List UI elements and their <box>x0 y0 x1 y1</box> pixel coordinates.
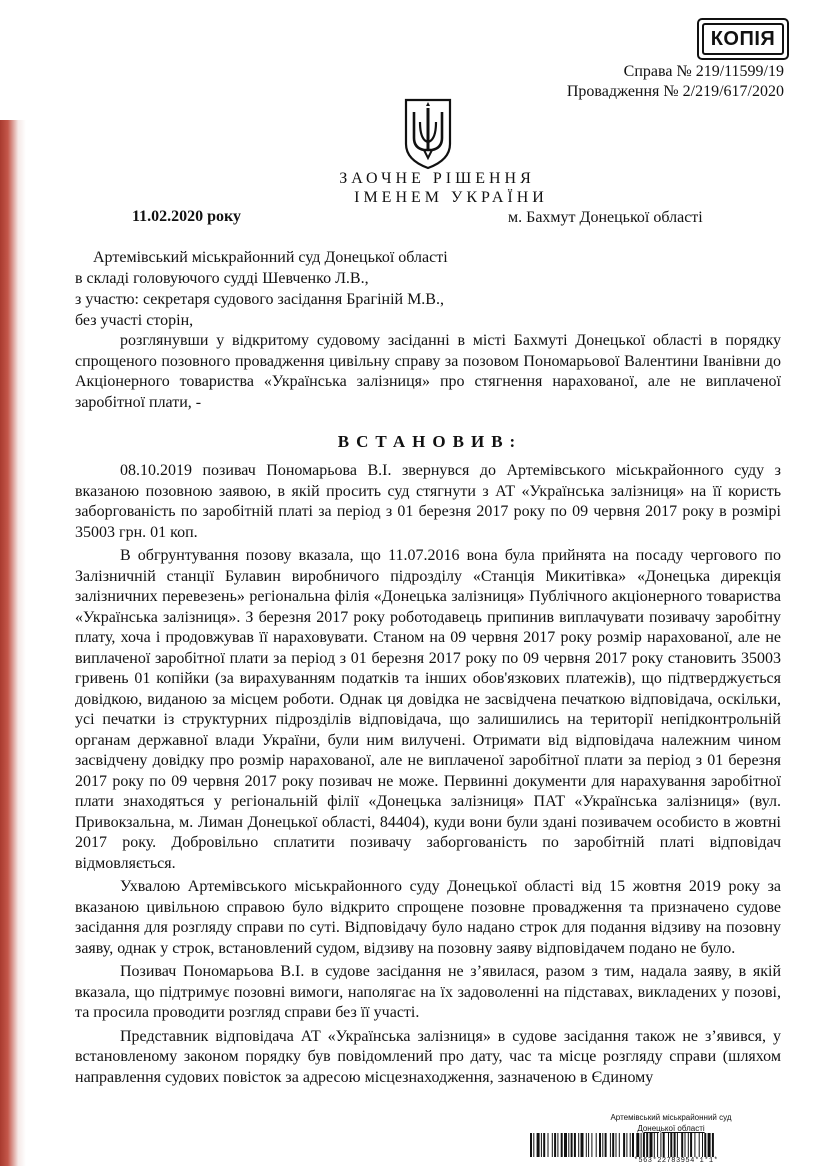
decision-place: м. Бахмут Донецької області <box>508 209 703 226</box>
document-title-line2: ІМЕНЕМ УКРАЇНИ <box>354 189 548 206</box>
considering-paragraph <box>75 331 781 413</box>
paragraph: Позивач Пономарьова В.І. в судове засідання не з’явилася, разом з тим, надала заяву, в якій вказала, що підтримує позовні вимоги, наполягає на їх задоволенні на підставах, викладених у позові, та просила проводити розгляд справи без її участі. <box>75 963 781 1021</box>
intro-line: Артемівський міськрайонний суд Донецької області <box>93 249 448 266</box>
scan-edge-shadow <box>0 120 26 1166</box>
footer-court-line2: Донецької області <box>637 1124 705 1133</box>
footer-court-name <box>574 1112 768 1134</box>
decision-date: 11.02.2020 року <box>132 208 242 225</box>
considering-text: розглянувши у відкритому судовому засіданні в місті Бахмуті Донецької області в порядку спрощеного позовного провадження цивільну справу за позовом Пономарьової Валентини Іванівни до Акціонерного товариства «Українська залізниця» про стягнення нарахованої, але не виплаченої заробітної плати, - <box>75 332 781 411</box>
intro-line: в складі головуючого судді Шевченко Л.В., <box>75 270 369 287</box>
proceeding-number: Провадження № 2/219/617/2020 <box>566 83 784 100</box>
section-heading: ВСТАНОВИВ: <box>337 432 523 451</box>
intro-line: з участю: секретаря судового засідання Брагіній М.В., <box>75 291 444 308</box>
established-section <box>75 461 781 1091</box>
intro-line: без участі сторін, <box>75 312 194 329</box>
barcode-icon <box>530 1133 822 1157</box>
paragraph: Ухвалою Артемівського міськрайонного суду Донецької області від 15 жовтня 2019 року за вказаною цивільною справою було відкрито спрощене позовне провадження та призначено судове засідання для розгляду справи по суті. Відповідачу було надано строк для подання відзиву на позовну заяву, однак у строк, встановлений судом, відзиву на позовну заяву відповідачем подано не було. <box>75 878 781 957</box>
copy-stamp-label: КОПІЯ <box>702 23 784 55</box>
paragraph: 08.10.2019 позивач Пономарьова В.І. звернувся до Артемівського міськрайонного суду з вказаною позовною заявою, в якій просить суд стягнути з АТ «Українська залізниця» на її користь заборгованість по заробітній платі за період з 01 березня 2017 року по 09 червня 2017 року в розмірі 35003 грн. 01 коп. <box>75 462 781 541</box>
barcode-text: *563*22783954*1*1* <box>633 1157 719 1165</box>
footer-court-line1: Артемівський міськрайонний суд <box>610 1113 732 1122</box>
trident-emblem-icon <box>402 96 454 170</box>
copy-stamp <box>697 18 789 60</box>
case-number: Справа № 219/11599/19 <box>623 63 784 80</box>
document-title-line1: ЗАОЧНЕ РІШЕННЯ <box>339 170 535 187</box>
court-composition <box>75 247 448 331</box>
paragraph: Представник відповідача АТ «Українська залізниця» в судове засідання також не з’явився, у встановленому законом порядку був повідомлений про дату, час та місце розгляду справи (шляхом направлення судових повісток за адресою місцезнаходження, зазначеною в Єдиному <box>75 1027 781 1086</box>
case-info <box>567 62 784 102</box>
paragraph: В обгрунтування позову вказала, що 11.07.2016 вона була прийнята на посаду чергового по Залізничній станції Булавин виробничого підрозділу «Станція Микитівка» «Донецька дирекція залізничних перевезень» регіональна філія «Донецька залізниця» Публічного акціонерного товариства «Українська залізниця». З березня 2017 року роботодавець припинив виплачувати позивачу заробітну плату, хоча і продовжував її нараховувати. Станом на 09 червня 2017 року розмір нарахованої, але не виплаченої заробітної плати за період з 01 березня 2017 року по 09 червня 2017 року становить 35003 гривень 01 копійки (за вирахуванням податків та інших обов'язкових платежів), що підтверджується довідкою, виданою за місцем роботи. Однак ця довідка не засвідчена печаткою відповідача, оскільки, усі печатки із структурних підрозділів відповідача, що залишились на території непідконтрольній органам державної влади України, були ним вилучені. Отримати від відповідача належним чином засвідчену довідку про розмір нарахованої, але не виплаченої заробітної плати за період з 01 березня 2017 року по 09 червня 2017 року позивач не може. Первинні документи для нарахування заробітної плати знаходяться у регіональній філії «Донецька залізниця» ПАТ «Українська залізниця» (вул. Привокзальна, м. Лиман Донецької області, 84404), куди вони були здані позивачем особисто в жовтні 2017 року. Добровільно сплатити позивачу заборгованість по заробітній платі відповідач відмовляється. <box>75 547 781 872</box>
